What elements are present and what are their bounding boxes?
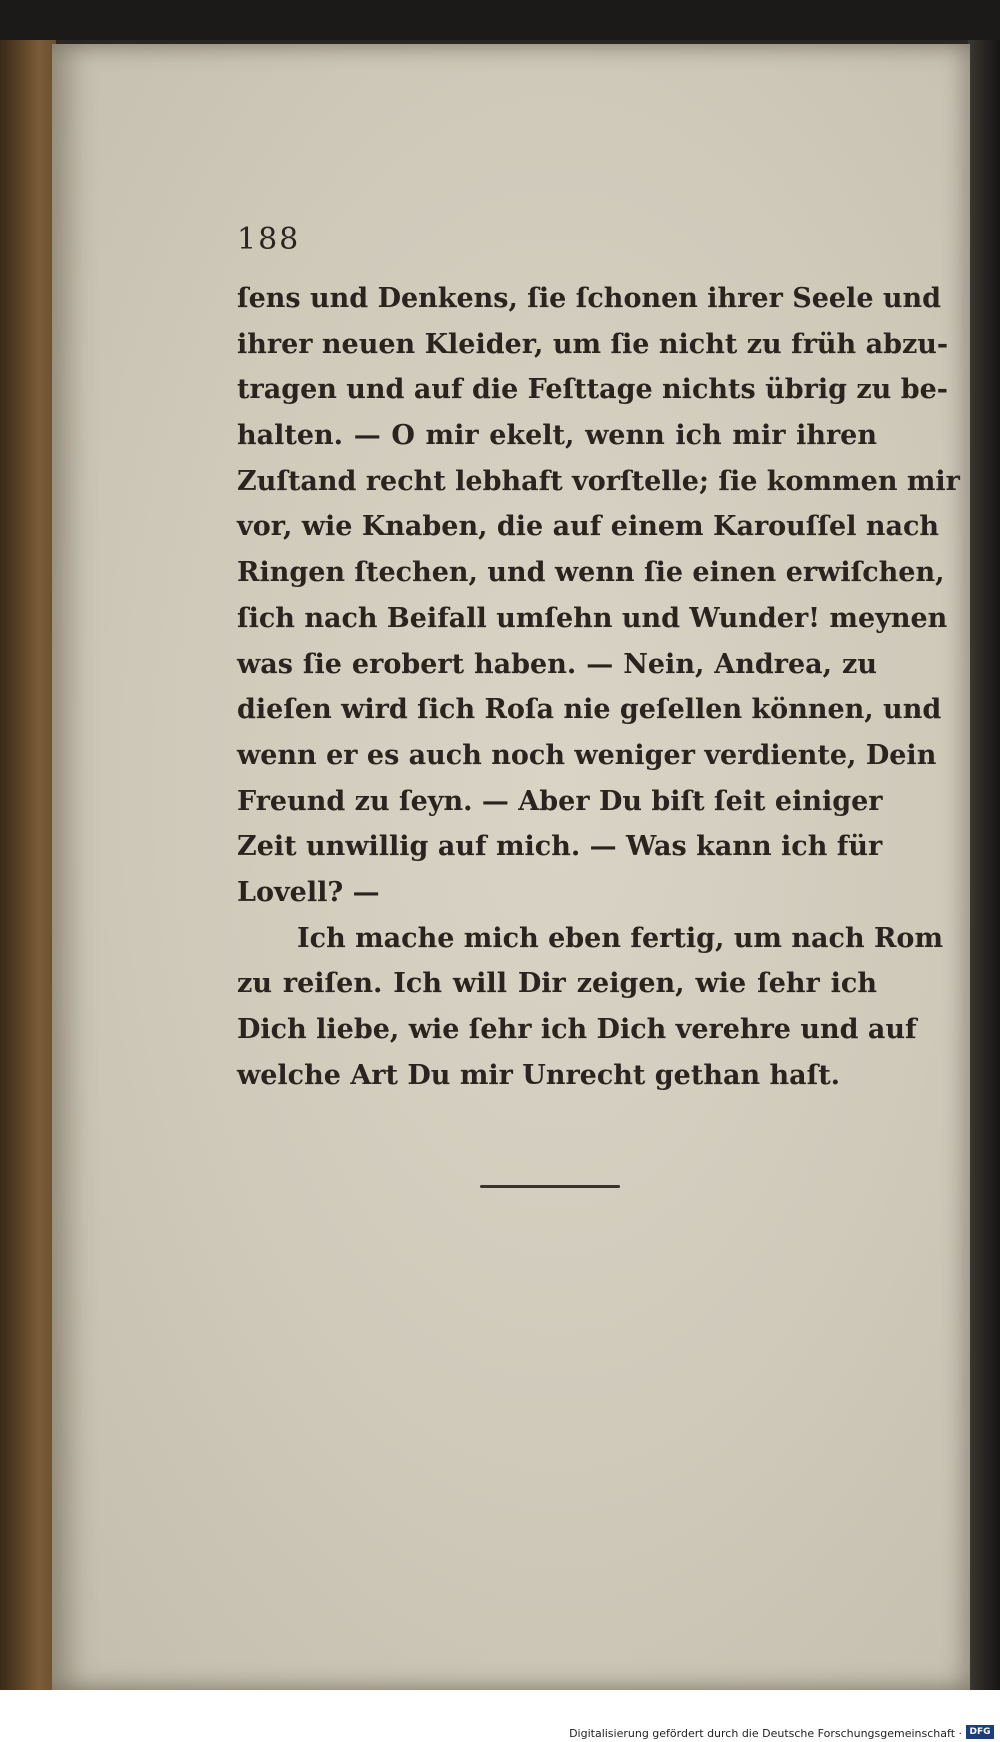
text-line: Lovell? — (237, 876, 380, 908)
digitization-credit: Digitalisierung gefördert durch die Deutsche Forschungsgemeinschaft · (569, 1727, 962, 1740)
text-line: dieſen wird ſich Roſa nie geſellen können, und (237, 694, 942, 726)
book-spine-edge (0, 40, 56, 1690)
text-line: Zuſtand recht lebhaft vorſtelle; ſie kommen mir (237, 465, 960, 497)
text-line: Ringen ſtechen, und wenn ſie einen erwiſchen, (237, 557, 945, 589)
page-number: 188 (237, 222, 301, 257)
scanner-top-border (0, 0, 1000, 40)
end-ornament-rule (480, 1185, 620, 1188)
body-text (237, 276, 960, 1098)
text-line: Zeit unwillig auf mich. — Was kann ich für (237, 831, 883, 863)
text-line: Dich liebe, wie ſehr ich Dich verehre und auf (237, 1014, 917, 1045)
text-line: welche Art Du mir Unrecht gethan haſt. (237, 1059, 841, 1091)
page-right-edge (968, 40, 1000, 1690)
text-line: vor, wie Knaben, die auf einem Karouſſel nach (237, 511, 940, 543)
text-line: tragen und auf die Feſttage nichts übrig zu be- (237, 374, 948, 406)
text-line: Freund zu ſeyn. — Aber Du biſt ſeit einiger (237, 785, 883, 817)
text-line: halten. — O mir ekelt, wenn ich mir ihren (237, 420, 877, 452)
text-line: zu reiſen. Ich will Dir zeigen, wie ſehr ich (237, 968, 877, 1000)
text-line: wenn er es auch noch weniger verdiente, Dein (237, 739, 937, 771)
text-line: ihrer neuen Kleider, um ſie nicht zu früh abzu- (237, 328, 949, 360)
text-line: ſich nach Beifall umſehn und Wunder! meynen (237, 602, 948, 634)
paragraph-start-line: Ich mache mich eben fertig, um nach Rom (297, 922, 944, 954)
text-line: was ſie erobert haben. — Nein, Andrea, zu (237, 648, 877, 680)
text-line: ſens und Denkens, ſie ſchonen ihrer Seele und (237, 283, 942, 314)
dfg-logo-icon: DFG (966, 1725, 994, 1739)
